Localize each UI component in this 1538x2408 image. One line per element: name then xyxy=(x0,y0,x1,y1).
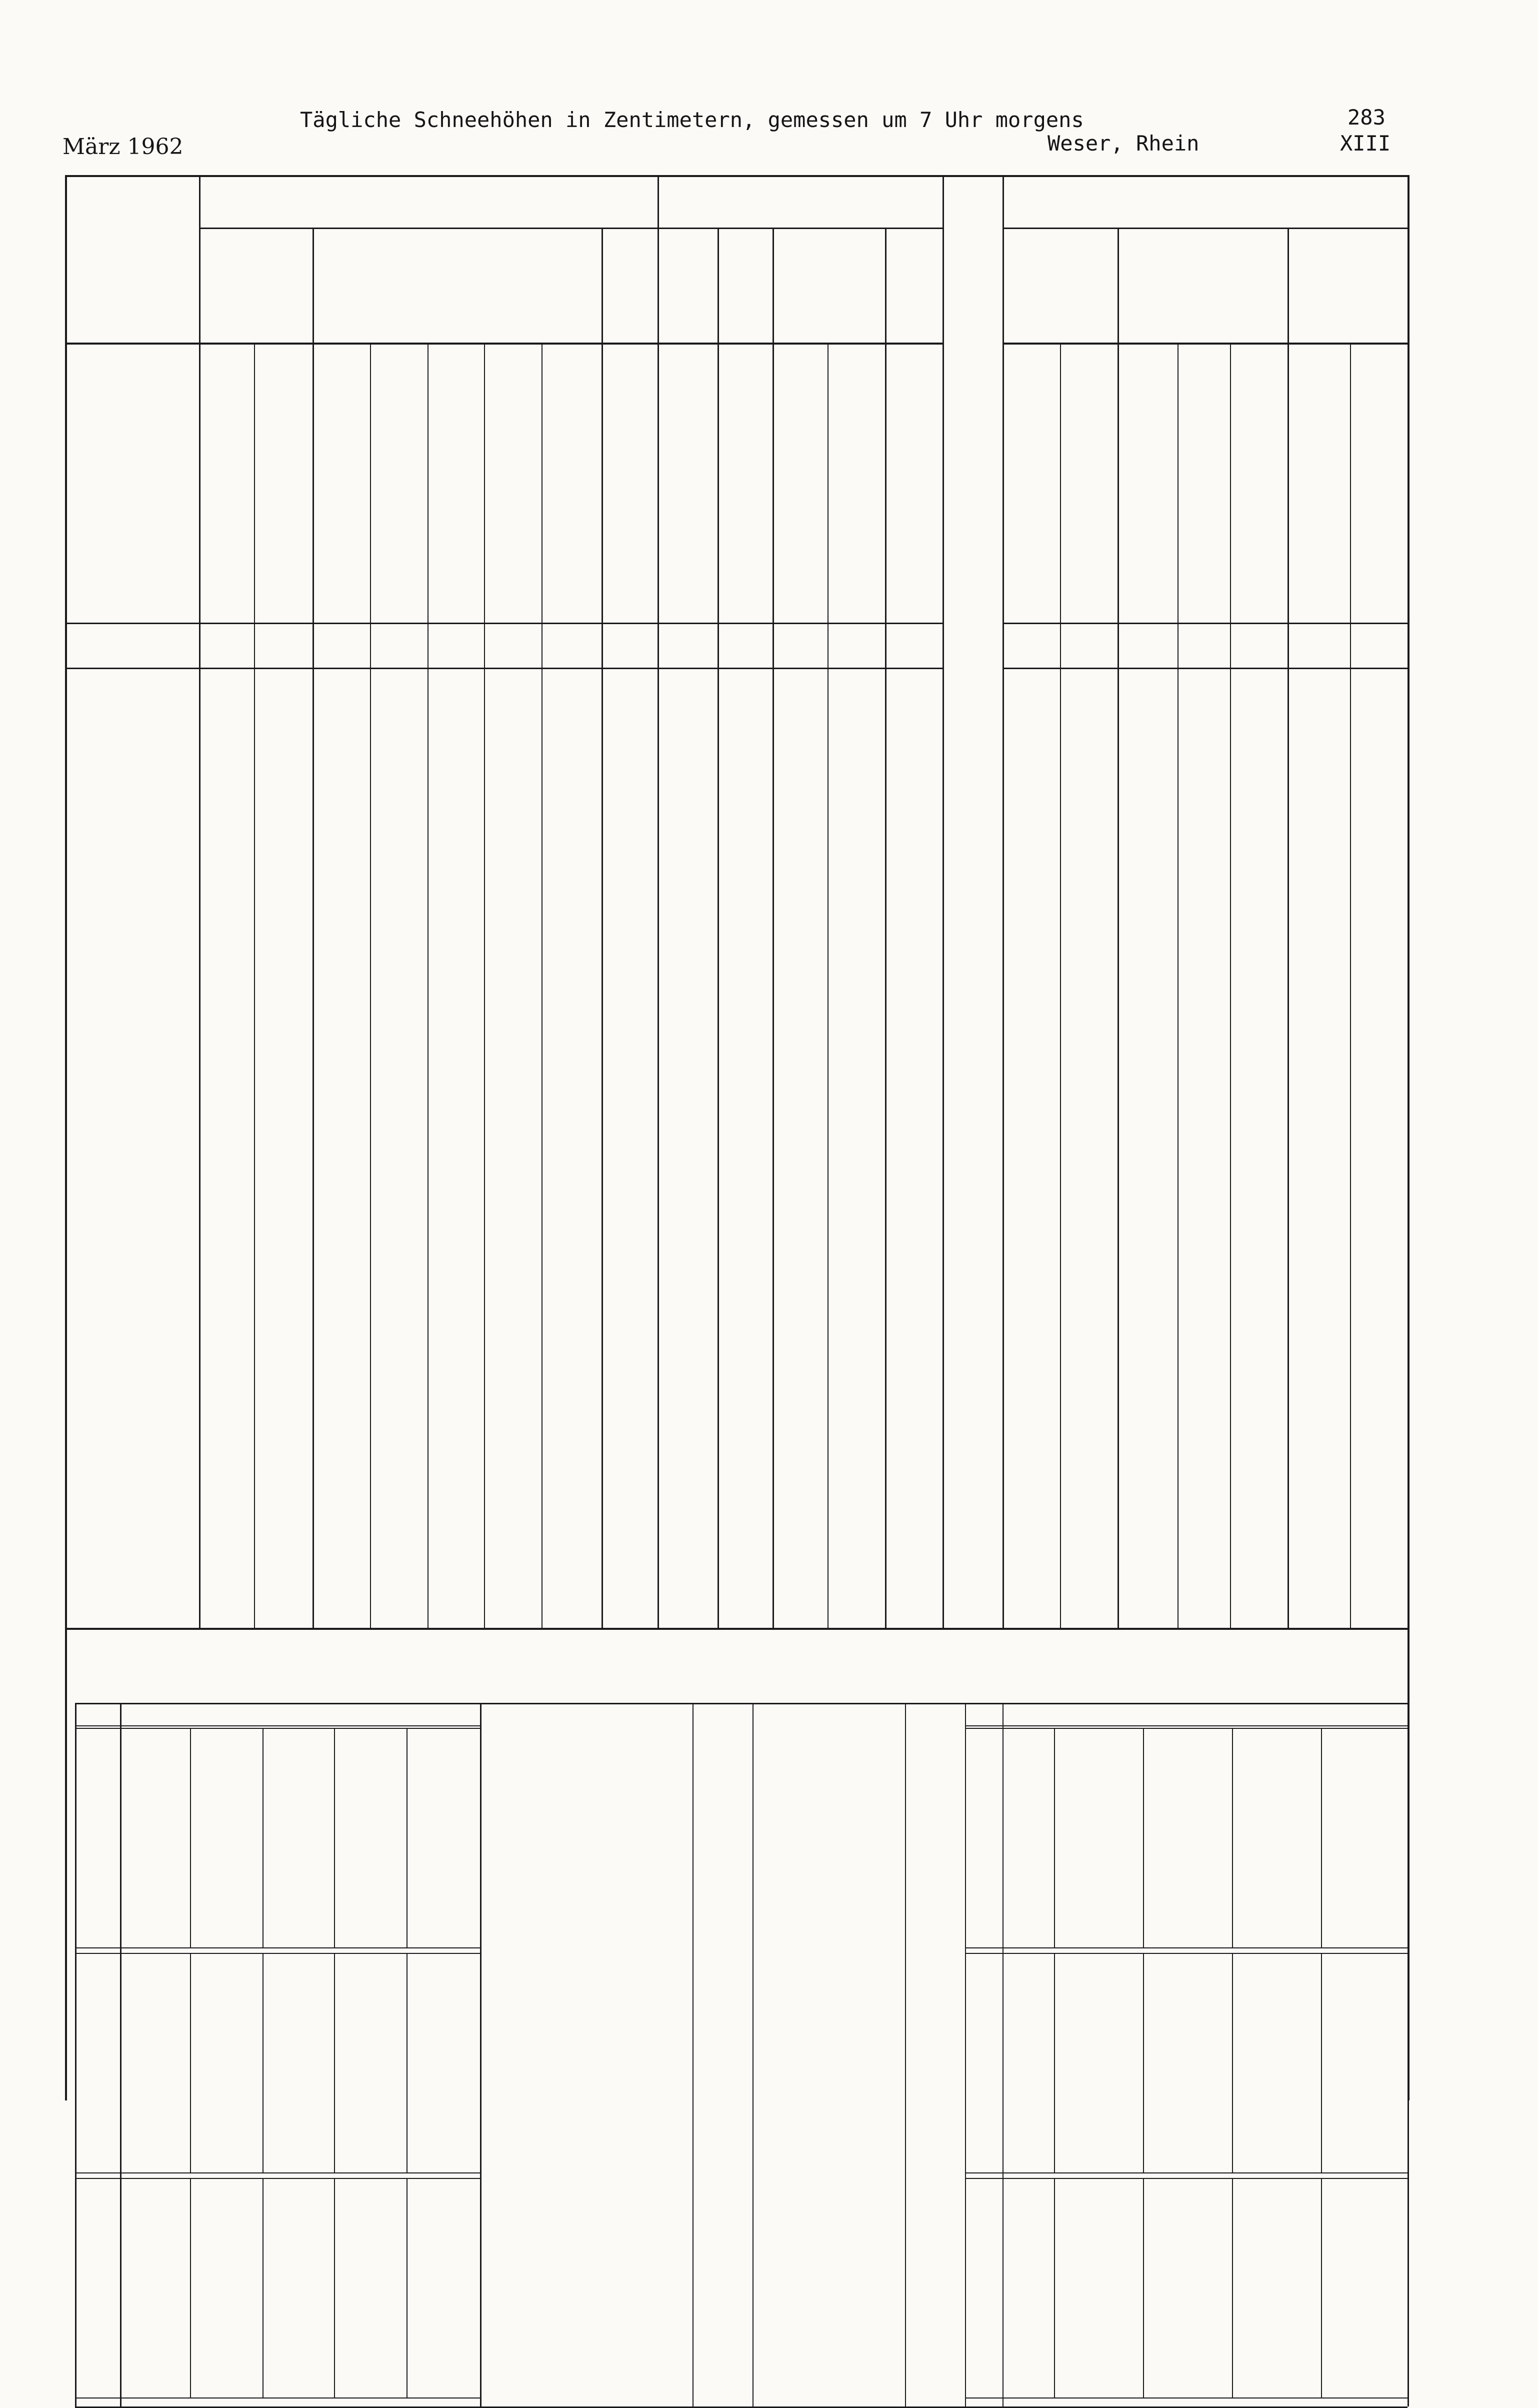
table-hline xyxy=(75,2178,480,2179)
table-vline xyxy=(1230,343,1231,1628)
table-vline xyxy=(262,1953,264,2173)
table-hline xyxy=(75,1728,480,1729)
table-vline xyxy=(1143,2178,1144,2398)
table-vline xyxy=(965,1703,966,2406)
table-vline xyxy=(75,1703,76,2406)
table-hline xyxy=(965,1728,1408,1729)
table-vline xyxy=(718,228,719,1628)
table-vline xyxy=(65,175,67,2100)
table-vline xyxy=(1232,1953,1233,2173)
page-title: Tägliche Schneehöhen in Zentimetern, gemessen um 7 Uhr morgens xyxy=(300,108,1084,132)
table-hline xyxy=(65,175,1408,177)
table-hline xyxy=(65,343,942,345)
table-hline xyxy=(1002,668,1408,669)
table-vline xyxy=(190,1953,191,2173)
table-vline xyxy=(334,1728,335,1948)
table-vline xyxy=(772,228,774,1628)
table-hline xyxy=(199,228,942,229)
table-vline xyxy=(1054,1953,1055,2173)
table-vline xyxy=(1232,1728,1233,1948)
table-vline xyxy=(752,1703,754,2406)
table-vline xyxy=(942,175,944,1628)
table-vline xyxy=(1002,175,1004,1628)
table-vline xyxy=(1408,1703,1409,2406)
table-hline xyxy=(65,668,942,669)
table-hline xyxy=(965,2178,1408,2179)
table-vline xyxy=(334,1953,335,2173)
table-vline xyxy=(254,343,255,1628)
table-hline xyxy=(965,1947,1408,1948)
table-hline xyxy=(75,1725,480,1726)
table-hline xyxy=(965,2172,1408,2173)
table-hline xyxy=(75,1947,480,1948)
month-label: März 1962 xyxy=(62,134,184,160)
table-vline xyxy=(1321,1953,1322,2173)
table-vline xyxy=(312,228,314,1628)
table-vline xyxy=(1143,1728,1144,1948)
table-vline xyxy=(658,175,659,1628)
table-hline xyxy=(75,2397,480,2398)
table-hline xyxy=(965,1725,1408,1726)
table-vline xyxy=(602,228,603,1628)
table-vline xyxy=(190,2178,191,2398)
table-vline xyxy=(905,1703,906,2406)
region-label: Weser, Rhein xyxy=(1048,131,1200,156)
table-vline xyxy=(370,343,371,1628)
table-hline xyxy=(75,2172,480,2173)
section-label: XIII xyxy=(1340,131,1391,156)
table-hline xyxy=(75,1953,480,1954)
table-hline xyxy=(1002,623,1408,624)
table-vline xyxy=(406,2178,408,2398)
table-vline xyxy=(120,1703,122,2406)
table-vline xyxy=(1002,1703,1004,2406)
table-vline xyxy=(190,1728,191,1948)
table-vline xyxy=(262,2178,264,2398)
table-vline xyxy=(1350,343,1351,1628)
table-vline xyxy=(480,1703,482,2406)
table-vline xyxy=(1288,228,1289,1628)
table-vline xyxy=(406,1953,408,2173)
table-vline xyxy=(885,228,886,1628)
table-vline xyxy=(1321,2178,1322,2398)
table-hline xyxy=(965,1953,1408,1954)
table-vline xyxy=(1232,2178,1233,2398)
table-vline xyxy=(1054,2178,1055,2398)
table-hline xyxy=(75,1703,1408,1704)
table-hline xyxy=(65,1628,1408,1630)
table-vline xyxy=(484,343,485,1628)
table-vline xyxy=(334,2178,335,2398)
table-vline xyxy=(406,1728,408,1948)
table-vline xyxy=(1060,343,1061,1628)
table-hline xyxy=(1002,228,1408,229)
table-vline xyxy=(199,175,200,1628)
table-hline xyxy=(65,623,942,624)
table-vline xyxy=(692,1703,694,2406)
table-vline xyxy=(1054,1728,1055,1948)
table-hline xyxy=(965,2397,1408,2398)
table-vline xyxy=(1143,1953,1144,2173)
table-vline xyxy=(262,1728,264,1948)
table-vline xyxy=(1321,1728,1322,1948)
page-number: 283 xyxy=(1348,105,1386,130)
table-hline xyxy=(1002,343,1408,345)
table-vline xyxy=(1118,228,1119,1628)
